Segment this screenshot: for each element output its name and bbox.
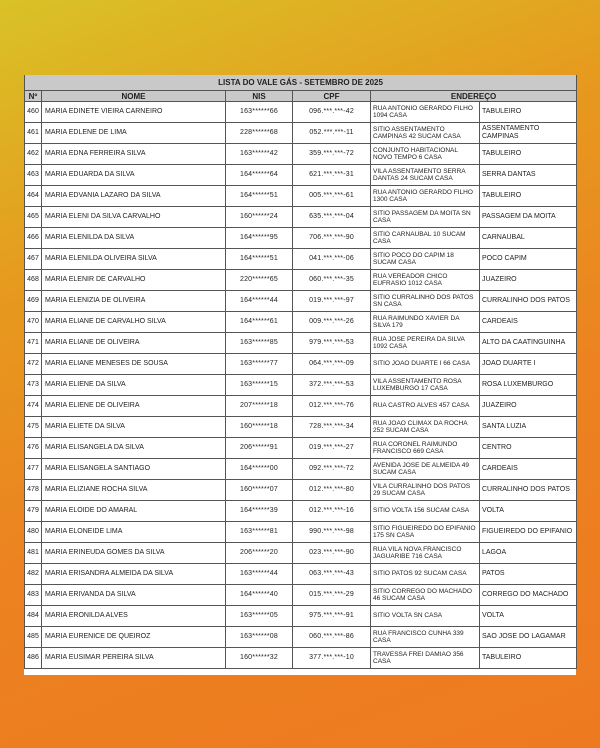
row-name: MARIA ERINEUDA GOMES DA SILVA xyxy=(42,543,226,564)
row-name: MARIA ELENIR DE CARVALHO xyxy=(42,270,226,291)
row-address: TRAVESSA FREI DAMIAO 356 CASA xyxy=(371,648,480,669)
row-nis: 207******18 xyxy=(226,396,293,417)
row-name: MARIA ELIANE DE CARVALHO SILVA xyxy=(42,312,226,333)
header-cpf: CPF xyxy=(293,91,371,102)
row-cpf: 041.***.***-06 xyxy=(293,249,371,270)
row-address: SITIO CARNAUBAL 10 SUCAM CASA xyxy=(371,228,480,249)
row-number: 461 xyxy=(25,123,42,144)
row-nis: 163******66 xyxy=(226,102,293,123)
row-number: 484 xyxy=(25,606,42,627)
row-name: MARIA ELIANE DE OLIVEIRA xyxy=(42,333,226,354)
row-address: SITIO CORREGO DO MACHADO 46 SUCAM CASA xyxy=(371,585,480,606)
row-cpf: 372.***.***-53 xyxy=(293,375,371,396)
row-nis: 163******08 xyxy=(226,627,293,648)
row-name: MARIA ERIVANDA DA SILVA xyxy=(42,585,226,606)
row-cpf: 060.***.***-35 xyxy=(293,270,371,291)
header-nome: NOME xyxy=(42,91,226,102)
table-row xyxy=(25,564,577,585)
row-address: RUA JOSE PEREIRA DA SILVA 1092 CASA xyxy=(371,333,480,354)
row-nis: 163******42 xyxy=(226,144,293,165)
row-cpf: 023.***.***-90 xyxy=(293,543,371,564)
table-row xyxy=(25,627,577,648)
row-address: RUA VEREADOR CHICO EUFRASIO 1012 CASA xyxy=(371,270,480,291)
row-locality: JOAO DUARTE I xyxy=(480,354,577,375)
row-nis: 228******68 xyxy=(226,123,293,144)
table-row xyxy=(25,543,577,564)
row-number: 474 xyxy=(25,396,42,417)
row-number: 466 xyxy=(25,228,42,249)
header-endereco: ENDEREÇO xyxy=(371,91,577,102)
row-address: RUA RAIMUNDO XAVIER DA SILVA 179 xyxy=(371,312,480,333)
row-locality: JUAZEIRO xyxy=(480,396,577,417)
row-number: 482 xyxy=(25,564,42,585)
row-number: 477 xyxy=(25,459,42,480)
table-row xyxy=(25,375,577,396)
header-num: Nº xyxy=(25,91,42,102)
row-cpf: 012.***.***-76 xyxy=(293,396,371,417)
row-nis: 164******64 xyxy=(226,165,293,186)
row-name: MARIA ELENILDA DA SILVA xyxy=(42,228,226,249)
row-name: MARIA EDUARDA DA SILVA xyxy=(42,165,226,186)
row-name: MARIA ELIENE DA SILVA xyxy=(42,375,226,396)
row-address: RUA ANTONIO GERARDO FILHO 1300 CASA xyxy=(371,186,480,207)
row-name: MARIA ELENILDA OLIVEIRA SILVA xyxy=(42,249,226,270)
row-locality: TABULEIRO xyxy=(480,186,577,207)
row-address: RUA VILA NOVA FRANCISCO JAGUARIBE 716 CASA xyxy=(371,543,480,564)
table-row xyxy=(25,144,577,165)
row-cpf: 728.***.***-34 xyxy=(293,417,371,438)
table-row xyxy=(25,585,577,606)
row-address: VILA ASSENTAMENTO ROSA LUXEMBURGO 17 CASA xyxy=(371,375,480,396)
row-number: 476 xyxy=(25,438,42,459)
row-address: SITIO PASSAGEM DA MOITA SN CASA xyxy=(371,207,480,228)
row-locality: POCO CAPIM xyxy=(480,249,577,270)
header-nis: NIS xyxy=(226,91,293,102)
row-name: MARIA ELONEIDE LIMA xyxy=(42,522,226,543)
table-row xyxy=(25,522,577,543)
row-locality: CORREGO DO MACHADO xyxy=(480,585,577,606)
row-locality: CARNAUBAL xyxy=(480,228,577,249)
row-nis: 163******77 xyxy=(226,354,293,375)
row-address: SITIO VOLTA 156 SUCAM CASA xyxy=(371,501,480,522)
row-number: 479 xyxy=(25,501,42,522)
row-nis: 163******15 xyxy=(226,375,293,396)
table-row xyxy=(25,186,577,207)
row-address: RUA JOAO CLIMAX DA ROCHA 252 SUCAM CASA xyxy=(371,417,480,438)
row-cpf: 019.***.***-27 xyxy=(293,438,371,459)
row-address: RUA ANTONIO GERARDO FILHO 1094 CASA xyxy=(371,102,480,123)
row-name: MARIA ELENI DA SILVA CARVALHO xyxy=(42,207,226,228)
row-cpf: 096.***.***-42 xyxy=(293,102,371,123)
row-cpf: 060.***.***-86 xyxy=(293,627,371,648)
row-number: 486 xyxy=(25,648,42,669)
row-address: CONJUNTO HABITACIONAL NOVO TEMPO 6 CASA xyxy=(371,144,480,165)
table-row xyxy=(25,228,577,249)
table-row xyxy=(25,249,577,270)
row-nis: 160******18 xyxy=(226,417,293,438)
row-address: RUA CORONEL RAIMUNDO FRANCISCO 669 CASA xyxy=(371,438,480,459)
row-address: VILA ASSENTAMENTO SERRA DANTAS 24 SUCAM CASA xyxy=(371,165,480,186)
row-number: 478 xyxy=(25,480,42,501)
row-name: MARIA EUSIMAR PEREIRA SILVA xyxy=(42,648,226,669)
row-name: MARIA ELIENE DE OLIVEIRA xyxy=(42,396,226,417)
table-row xyxy=(25,123,577,144)
row-cpf: 706.***.***-90 xyxy=(293,228,371,249)
row-locality: ASSENTAMENTO CAMPINAS xyxy=(480,123,577,144)
row-locality: PASSAGEM DA MOITA xyxy=(480,207,577,228)
table-row xyxy=(25,501,577,522)
row-nis: 164******00 xyxy=(226,459,293,480)
row-address: RUA CASTRO ALVES 457 CASA xyxy=(371,396,480,417)
row-cpf: 009.***.***-26 xyxy=(293,312,371,333)
row-address: SITIO PATOS 92 SUCAM CASA xyxy=(371,564,480,585)
row-address: SITIO POCO DO CAPIM 18 SUCAM CASA xyxy=(371,249,480,270)
row-cpf: 064.***.***-09 xyxy=(293,354,371,375)
row-cpf: 975.***.***-91 xyxy=(293,606,371,627)
row-number: 468 xyxy=(25,270,42,291)
row-name: MARIA EURENICE DE QUEIROZ xyxy=(42,627,226,648)
document-sheet xyxy=(24,75,576,675)
row-number: 485 xyxy=(25,627,42,648)
row-number: 472 xyxy=(25,354,42,375)
row-address: SITIO CURRALINHO DOS PATOS SN CASA xyxy=(371,291,480,312)
table-body xyxy=(25,102,577,669)
table-row xyxy=(25,396,577,417)
row-name: MARIA EDINETE VIEIRA CARNEIRO xyxy=(42,102,226,123)
row-name: MARIA EDLENE DE LIMA xyxy=(42,123,226,144)
row-nis: 160******07 xyxy=(226,480,293,501)
row-locality: ROSA LUXEMBURGO xyxy=(480,375,577,396)
row-number: 473 xyxy=(25,375,42,396)
row-nis: 163******85 xyxy=(226,333,293,354)
row-nis: 164******61 xyxy=(226,312,293,333)
row-locality: CENTRO xyxy=(480,438,577,459)
row-locality: VOLTA xyxy=(480,501,577,522)
row-number: 465 xyxy=(25,207,42,228)
row-name: MARIA ELISANGELA DA SILVA xyxy=(42,438,226,459)
row-name: MARIA ELENIZIA DE OLIVEIRA xyxy=(42,291,226,312)
row-address: SITIO FIGUEIREDO DO EPIFANIO 175 SN CASA xyxy=(371,522,480,543)
row-cpf: 377.***.***-10 xyxy=(293,648,371,669)
row-locality: CARDEAIS xyxy=(480,312,577,333)
row-number: 467 xyxy=(25,249,42,270)
table-row xyxy=(25,354,577,375)
row-nis: 160******24 xyxy=(226,207,293,228)
row-number: 481 xyxy=(25,543,42,564)
table-row xyxy=(25,312,577,333)
row-name: MARIA ERISANDRA ALMEIDA DA SILVA xyxy=(42,564,226,585)
row-name: MARIA ELIETE DA SILVA xyxy=(42,417,226,438)
row-locality: CURRALINHO DOS PATOS xyxy=(480,480,577,501)
row-number: 462 xyxy=(25,144,42,165)
row-name: MARIA ERONILDA ALVES xyxy=(42,606,226,627)
row-name: MARIA ELIANE MENESES DE SOUSA xyxy=(42,354,226,375)
row-cpf: 979.***.***-53 xyxy=(293,333,371,354)
row-number: 471 xyxy=(25,333,42,354)
row-number: 475 xyxy=(25,417,42,438)
table-row xyxy=(25,606,577,627)
row-number: 460 xyxy=(25,102,42,123)
row-nis: 206******20 xyxy=(226,543,293,564)
table-row xyxy=(25,207,577,228)
row-locality: TABULEIRO xyxy=(480,648,577,669)
row-nis: 206******91 xyxy=(226,438,293,459)
row-nis: 164******44 xyxy=(226,291,293,312)
row-number: 463 xyxy=(25,165,42,186)
table-row xyxy=(25,165,577,186)
row-cpf: 635.***.***-04 xyxy=(293,207,371,228)
row-address: SITIO VOLTA SN CASA xyxy=(371,606,480,627)
row-nis: 163******81 xyxy=(226,522,293,543)
row-address: SITIO JOAO DUARTE I 66 CASA xyxy=(371,354,480,375)
row-nis: 164******40 xyxy=(226,585,293,606)
row-nis: 163******44 xyxy=(226,564,293,585)
row-locality: ALTO DA CAATINGUINHA xyxy=(480,333,577,354)
table-row xyxy=(25,102,577,123)
document-title: LISTA DO VALE GÁS - SETEMBRO DE 2025 xyxy=(25,75,577,91)
row-cpf: 092.***.***-72 xyxy=(293,459,371,480)
row-cpf: 990.***.***-98 xyxy=(293,522,371,543)
row-number: 483 xyxy=(25,585,42,606)
row-locality: FIGUEIREDO DO EPIFANIO xyxy=(480,522,577,543)
row-nis: 164******51 xyxy=(226,186,293,207)
row-cpf: 359.***.***-72 xyxy=(293,144,371,165)
row-cpf: 012.***.***-16 xyxy=(293,501,371,522)
row-address: AVENIDA JOSE DE ALMEIDA 49 SUCAM CASA xyxy=(371,459,480,480)
row-nis: 164******51 xyxy=(226,249,293,270)
beneficiary-table xyxy=(24,75,577,669)
table-row xyxy=(25,333,577,354)
row-address: SITIO ASSENTAMENTO CAMPINAS 42 SUCAM CASA xyxy=(371,123,480,144)
row-locality: SERRA DANTAS xyxy=(480,165,577,186)
row-name: MARIA EDVANIA LAZARO DA SILVA xyxy=(42,186,226,207)
row-locality: TABULEIRO xyxy=(480,144,577,165)
row-locality: VOLTA xyxy=(480,606,577,627)
row-nis: 163******05 xyxy=(226,606,293,627)
table-row xyxy=(25,459,577,480)
row-number: 470 xyxy=(25,312,42,333)
row-number: 464 xyxy=(25,186,42,207)
row-cpf: 012.***.***-80 xyxy=(293,480,371,501)
row-number: 469 xyxy=(25,291,42,312)
row-locality: SANTA LUZIA xyxy=(480,417,577,438)
row-cpf: 015.***.***-29 xyxy=(293,585,371,606)
row-locality: JUAZEIRO xyxy=(480,270,577,291)
table-row xyxy=(25,480,577,501)
row-address: RUA FRANCISCO CUNHA 339 CASA xyxy=(371,627,480,648)
row-name: MARIA EDNA FERREIRA SILVA xyxy=(42,144,226,165)
table-row xyxy=(25,417,577,438)
row-address: VILA CURRALINHO DOS PATOS 29 SUCAM CASA xyxy=(371,480,480,501)
row-locality: CURRALINHO DOS PATOS xyxy=(480,291,577,312)
row-nis: 164******39 xyxy=(226,501,293,522)
row-name: MARIA ELOIDE DO AMARAL xyxy=(42,501,226,522)
row-cpf: 019.***.***-97 xyxy=(293,291,371,312)
row-cpf: 621.***.***-31 xyxy=(293,165,371,186)
row-name: MARIA ELIZIANE ROCHA SILVA xyxy=(42,480,226,501)
row-cpf: 052.***.***-11 xyxy=(293,123,371,144)
row-locality: TABULEIRO xyxy=(480,102,577,123)
row-locality: CARDEAIS xyxy=(480,459,577,480)
row-nis: 160******32 xyxy=(226,648,293,669)
table-row xyxy=(25,291,577,312)
row-name: MARIA ELISANGELA SANTIAGO xyxy=(42,459,226,480)
table-row xyxy=(25,438,577,459)
row-cpf: 005.***.***-61 xyxy=(293,186,371,207)
table-row xyxy=(25,648,577,669)
table-row xyxy=(25,270,577,291)
row-nis: 220******65 xyxy=(226,270,293,291)
row-locality: PATOS xyxy=(480,564,577,585)
row-locality: SAO JOSE DO LAGAMAR xyxy=(480,627,577,648)
row-nis: 164******95 xyxy=(226,228,293,249)
row-locality: LAGOA xyxy=(480,543,577,564)
row-cpf: 063.***.***-43 xyxy=(293,564,371,585)
row-number: 480 xyxy=(25,522,42,543)
